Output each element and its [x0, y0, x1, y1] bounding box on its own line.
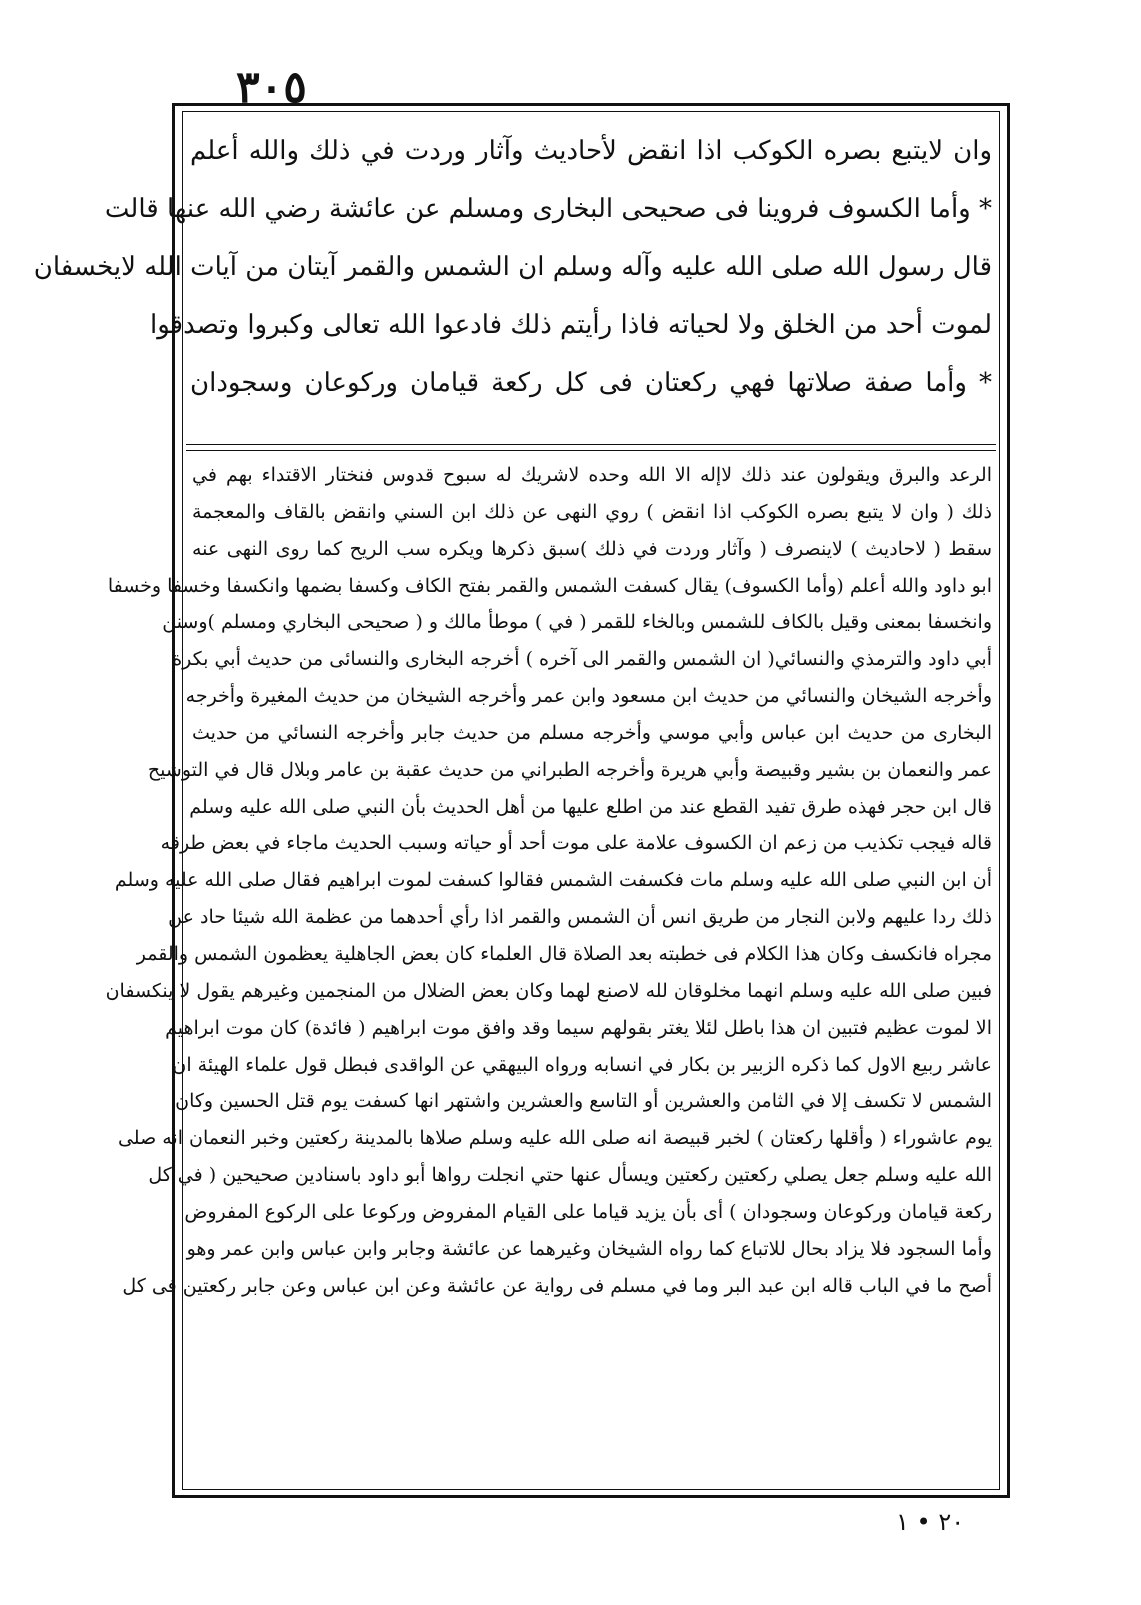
commentary-line: وانخسفا بمعنى وقيل بالكاف للشمس وبالخاء للقمر ( في ) موطأ مالك و ( صحيحى البخاري ومسلم )وسنن: [162, 611, 992, 634]
main-text-line: لموت أحد من الخلق ولا لحياته فاذا رأيتم ذلك فادعوا الله تعالى وكبروا وتصدقوا: [149, 310, 992, 340]
main-text-line: * وأما صفة صلاتها فهي ركعتان فى كل ركعة قيامان وركوعان وسجودان: [190, 368, 992, 398]
main-text-line: قال رسول الله صلى الله عليه وآله وسلم ان الشمس والقمر آيتان من آيات الله لايخسفان: [33, 252, 992, 282]
commentary-line: ابو داود والله أعلم (وأما الكسوف) يقال كسفت الشمس والقمر بفتح الكاف وكسفا بضمها وانكسفا وخسفا وخسفا: [107, 574, 992, 597]
commentary-line: الله عليه وسلم جعل يصلي ركعتين ركعتين ويسأل عنها حتي انجلت رواها أبو داود باسنادين صحيحين ( في كل: [148, 1164, 992, 1187]
commentary-line: الا لموت عظيم فتبين ان هذا باطل لئلا يغتر بقولهم سيما وقد وافق موت ابراهيم ( فائدة) كان موت ابراهيم: [165, 1016, 992, 1039]
commentary-line: أصح ما في الباب قاله ابن عبد البر وما في مسلم فى رواية عن عائشة وعن ابن عباس وعن جابر ركعتين فى كل: [122, 1274, 992, 1297]
main-text-block: [33, 122, 992, 412]
commentary-line: البخارى من حديث ابن عباس وأبي موسي وأخرجه مسلم من حديث جابر وأخرجه النسائي من حديث: [192, 721, 992, 744]
main-text-line: وان لايتبع بصره الكوكب اذا انقض لأحاديث وآثار وردت في ذلك والله أعلم: [190, 136, 992, 166]
commentary-line: الشمس لا تكسف إلا في الثامن والعشرين أو التاسع والعشرين واشتهر انها كسفت يوم قتل الحسين وكان: [175, 1090, 992, 1113]
commentary-line: أبي داود والترمذي والنسائي( ان الشمس والقمر الى آخره ) أخرجه البخارى والنسائى من حديث أبي بكرة: [172, 648, 992, 671]
commentary-line: عاشر ربيع الاول كما ذكره الزبير بن بكار في انسابه ورواه البيهقي عن الواقدى فبطل قول علماء الهيئة ان: [172, 1053, 992, 1076]
commentary-line: فبين صلى الله عليه وسلم انهما مخلوقان لله لاصنع لهما وكان بعض الضلال من المنجمين وغيرهم يقول لا ينكسفان: [105, 979, 992, 1002]
commentary-line: ذلك ( وان لا يتبع بصره الكوكب اذا انقض ) روي النهى عن ذلك ابن السني وانقض بالقاف والمعجمة: [192, 500, 992, 523]
commentary-line: قال ابن حجر فهذه طرق تفيد القطع عند من اطلع عليها من أهل الحديث بأن النبي صلى الله عليه وسلم: [189, 795, 992, 818]
commentary-line: ركعة قيامان وركوعان وسجودان ) أى بأن يزيد قياما على القيام المفروض وركوعا على الركوع المفروض: [184, 1200, 992, 1223]
main-text-line: * وأما الكسوف فروينا فى صحيحى البخارى ومسلم عن عائشة رضي الله عنها قالت: [104, 194, 992, 224]
section-divider-bottom: [186, 450, 996, 451]
page-number: ٣٠٥: [236, 62, 307, 113]
commentary-line: عمر والنعمان بن بشير وقبيصة وأبي هريرة وأخرجه الطبراني من حديث عقبة بن عامر وبلال قال في التوشيح: [147, 758, 992, 781]
commentary-line: مجراه فانكسف وكان هذا الكلام فى خطبته بعد الصلاة قال العلماء كان بعض الجاهلية يعظمون الشمس والقمر: [136, 942, 992, 965]
commentary-line: يوم عاشوراء ( وأقلها ركعتان ) لخبر قبيصة انه صلى الله عليه وسلم صلاها بالمدينة ركعتين وخبر النعمان انه صلى: [117, 1127, 992, 1150]
commentary-line: أن ابن النبي صلى الله عليه وسلم مات فكسفت الشمس فقالوا كسفت لموت ابراهيم فقال صلى الله عليه وسلم: [114, 869, 992, 892]
commentary-line: قاله فيجب تكذيب من زعم ان الكسوف علامة على موت أحد أو حياته وسبب الحديث ماجاء في بعض طرقه: [160, 832, 992, 855]
commentary-line: الرعد والبرق ويقولون عند ذلك لاإله الا الله وحده لاشريك له سبوح قدوس فنختار الاقتداء بهم في: [192, 464, 992, 486]
commentary-line: ذلك ردا عليهم ولابن النجار من طريق انس أن الشمس والقمر اذا رأي أحدهما من عظمة الله شيئا حاد عن: [168, 906, 992, 929]
commentary-line: وأخرجه الشيخان والنسائي من حديث ابن مسعود وابن عمر وأخرجه الشيخان من حديث المغيرة وأخرجه: [185, 685, 992, 708]
commentary-line: وأما السجود فلا يزاد بحال للاتباع كما رواه الشيخان وغيرهما عن عائشة وجابر وابن عباس وابن عمر وهو: [186, 1237, 992, 1260]
commentary-block: [105, 457, 992, 1304]
section-divider-top: [186, 444, 996, 445]
commentary-line: سقط ( لاحاديث ) لاينصرف ( وآثار وردت في ذلك )سبق ذكرها ويكره سب الريح كما روى النهى عنه: [192, 537, 992, 560]
printer-signature-mark: ٢٠ • ١: [896, 1508, 965, 1536]
